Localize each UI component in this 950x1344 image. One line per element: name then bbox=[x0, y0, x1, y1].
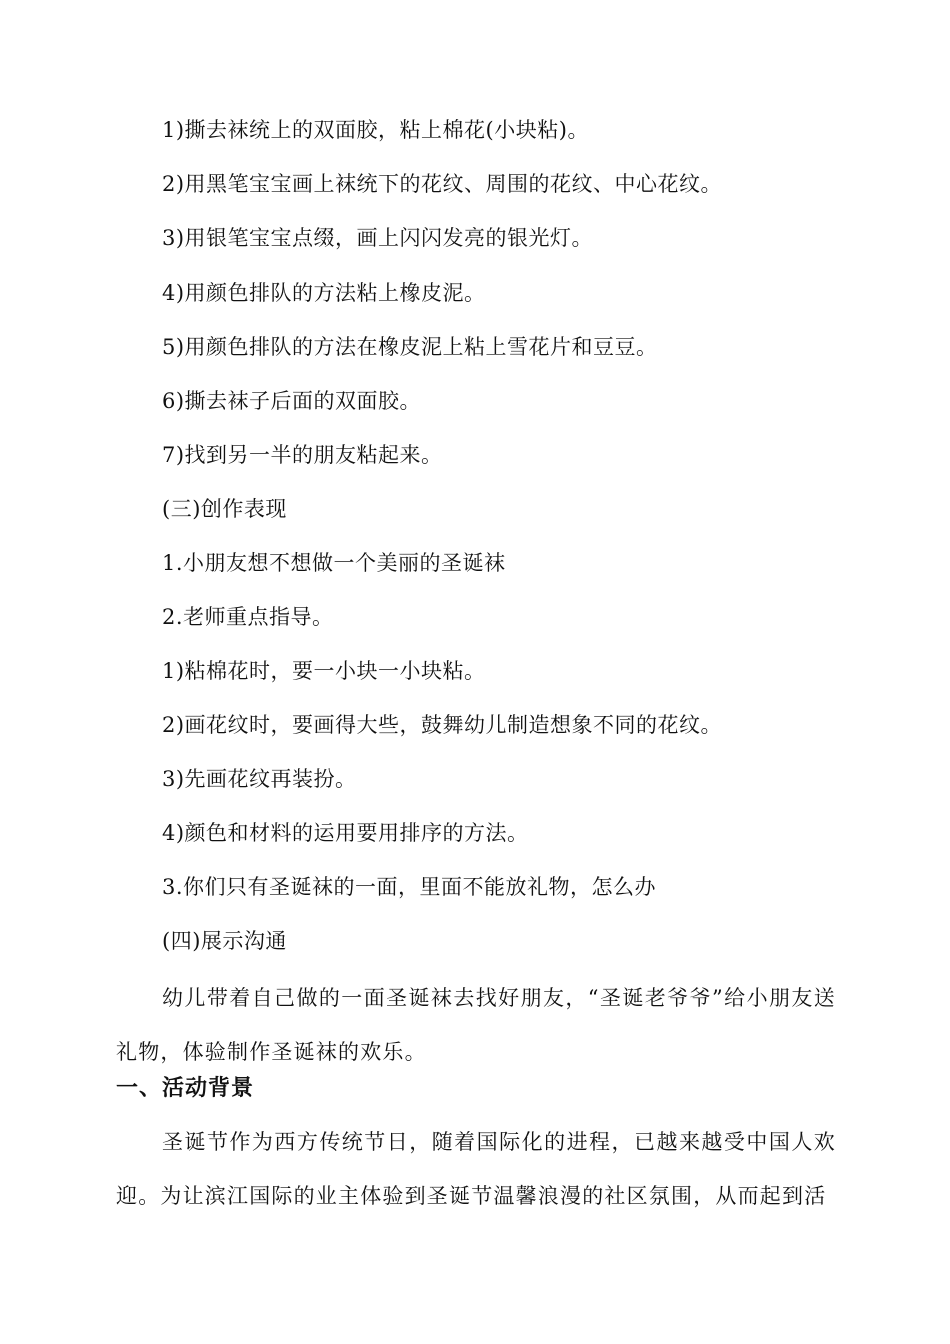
step-line: 4)用颜色排队的方法粘上橡皮泥。 bbox=[162, 281, 486, 305]
section-title: (三)创作表现 bbox=[162, 497, 287, 521]
body-paragraph: 幼儿带着自己做的一面圣诞袜去找好朋友，“圣诞老爷爷”给小朋友送礼物，体验制作圣诞袜的欢乐。 bbox=[116, 986, 836, 1064]
step-line: 3)先画花纹再装扮。 bbox=[162, 767, 357, 791]
step-line: 2)画花纹时，要画得大些，鼓舞幼儿制造想象不同的花纹。 bbox=[162, 713, 723, 737]
step-line: 3.你们只有圣诞袜的一面，里面不能放礼物，怎么办 bbox=[162, 875, 657, 899]
step-line: 1)粘棉花时，要一小块一小块粘。 bbox=[162, 659, 486, 683]
step-line: 6)撕去袜子后面的双面胶。 bbox=[162, 389, 422, 413]
step-line: 2)用黑笔宝宝画上袜统下的花纹、周围的花纹、中心花纹。 bbox=[162, 172, 723, 196]
section-title: (四)展示沟通 bbox=[162, 929, 287, 953]
step-line: 1)撕去袜统上的双面胶，粘上棉花(小块粘)。 bbox=[162, 118, 589, 142]
step-line: 7)找到另一半的朋友粘起来。 bbox=[162, 443, 443, 467]
step-line: 1.小朋友想不想做一个美丽的圣诞袜 bbox=[162, 551, 506, 575]
body-paragraph: 圣诞节作为西方传统节日，随着国际化的进程，已越来越受中国人欢迎。为让滨江国际的业主体验到圣诞节温馨浪漫的社区氛围，从而起到活 bbox=[116, 1130, 836, 1208]
section-heading: 一、活动背景 bbox=[116, 1076, 255, 1101]
step-line: 3)用银笔宝宝点缀，画上闪闪发亮的银光灯。 bbox=[162, 226, 594, 250]
step-line: 5)用颜色排队的方法在橡皮泥上粘上雪花片和豆豆。 bbox=[162, 335, 658, 359]
step-line: 4)颜色和材料的运用要用排序的方法。 bbox=[162, 821, 529, 845]
step-line: 2.老师重点指导。 bbox=[162, 605, 334, 629]
